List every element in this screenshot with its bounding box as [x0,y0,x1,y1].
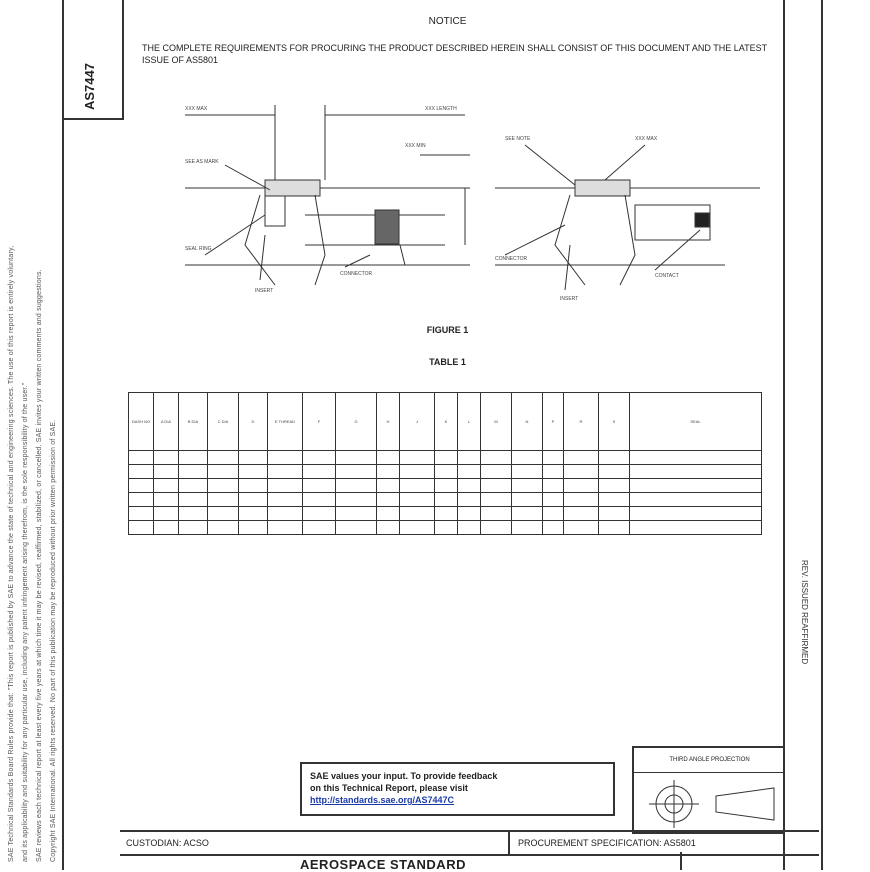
svg-text:XXX MAX: XXX MAX [185,106,208,112]
table-header-cell: B DIA [179,393,208,451]
table-row [129,507,762,521]
table-header-cell: SEAL [630,393,762,451]
feedback-link[interactable]: http://standards.sae.org/AS7447C [310,795,455,805]
projection-box [632,746,785,834]
svg-text:CONNECTOR: CONNECTOR [495,256,528,262]
table-header-cell: A DIA [154,393,179,451]
disclaimer-line-2: and its applicability and suitability for any particular use, including any patent infringement arising therefrom, is the sole responsibility of the user." [22,382,29,862]
feedback-line-2: on this Technical Report, please visit [310,783,468,793]
figure-caption: FIGURE 1 [426,325,469,335]
table-header-cell: F [303,393,336,451]
left-disclaimer-strip [0,0,60,870]
table-1 [128,392,762,535]
document-number: AS7447 [82,63,97,110]
revision-text: REV. ISSUED REAFFIRMED [800,560,809,665]
table-header-cell: D [239,393,268,451]
table-header-cell: R [564,393,599,451]
svg-text:XXX MAX: XXX MAX [635,136,658,142]
svg-text:XXX MIN: XXX MIN [405,143,426,149]
disclaimer-line-3: SAE reviews each technical report at least every five years at which time it may be revised, reaffirmed, stabilized, or cancelled. SAE invites your written comments and suggestions. [36,269,43,862]
table-header-cell: K [435,393,458,451]
svg-text:XXX LENGTH: XXX LENGTH [425,106,457,112]
third-angle-projection-icon [634,774,785,830]
table-header-cell: N [512,393,543,451]
table-header-cell: M [481,393,512,451]
table-header-row [129,393,762,451]
table-row [129,493,762,507]
title-block-divider [508,832,510,854]
table-header-cell: P [543,393,564,451]
svg-text:SEE AS MARK: SEE AS MARK [185,159,219,165]
notice-title: NOTICE [428,16,467,27]
feedback-box [300,762,615,816]
table-row [129,451,762,465]
table-row [129,479,762,493]
svg-text:INSERT: INSERT [255,288,274,294]
figure-1-drawing [165,95,775,307]
right-revision-column [783,0,823,870]
table-header-cell: L [458,393,481,451]
table-header-cell: J [400,393,435,451]
svg-text:SEE NOTE: SEE NOTE [505,136,531,142]
table-header-cell: G [336,393,377,451]
custodian-label: CUSTODIAN: ACSO [126,838,209,848]
table-header-cell: E THREAD [268,393,303,451]
table-header-cell: DASH NO [129,393,154,451]
table-row [129,521,762,535]
table-header-cell: S [599,393,630,451]
table-header-cell: C DIA [208,393,239,451]
svg-text:SEAL RING: SEAL RING [185,246,212,252]
table-header-cell: H [377,393,400,451]
disclaimer-line-4: Copyright SAE International. All rights reserved. No part of this publication may be reproduced without prior written permission of SAE. [50,419,57,862]
notice-text: THE COMPLETE REQUIREMENTS FOR PROCURING THE PRODUCT DESCRIBED HEREIN SHALL CONSIST OF THIS DOCUMENT AND THE LATEST ISSUE OF AS5801 [142,43,767,65]
feedback-line-1: SAE values your input. To provide feedback [310,771,498,781]
disclaimer-line-1: SAE Technical Standards Board Rules provide that: "This report is published by SAE to advance the state of technical and engineering sciences. The use of this report is entirely voluntary, [8,245,15,862]
svg-text:CONTACT: CONTACT [655,273,679,279]
procurement-spec-label: PROCUREMENT SPECIFICATION: AS5801 [518,838,696,848]
table-caption: TABLE 1 [429,357,466,367]
table-row [129,465,762,479]
aerospace-standard-title: AEROSPACE STANDARD [300,857,466,872]
svg-text:CONNECTOR: CONNECTOR [340,271,373,277]
svg-text:INSERT: INSERT [560,296,579,302]
aerospace-title-block [120,852,682,870]
document-number-box [62,0,124,120]
projection-title: THIRD ANGLE PROJECTION [634,748,785,773]
